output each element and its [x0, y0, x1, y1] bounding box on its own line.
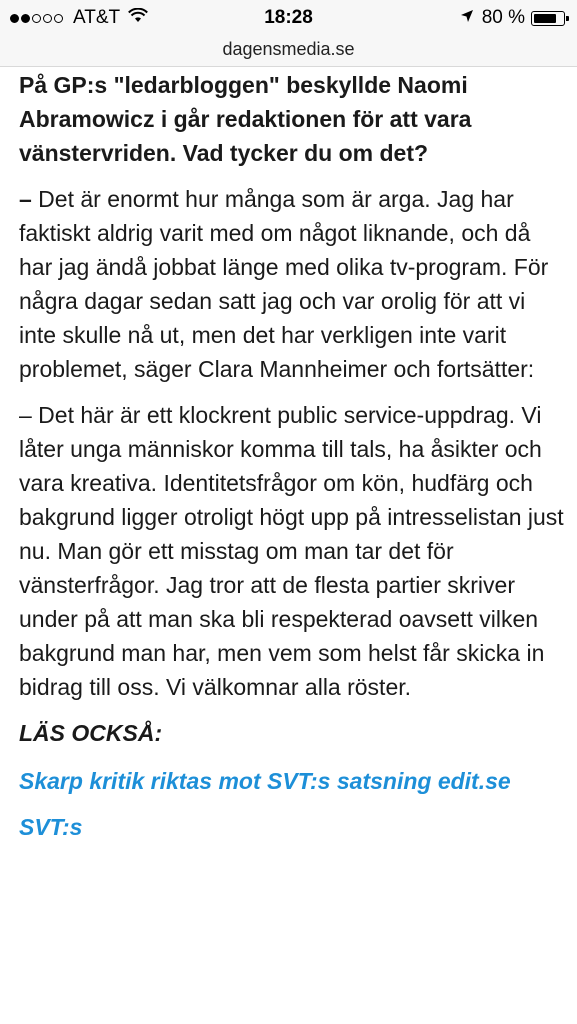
answer-paragraph-1 [19, 182, 564, 386]
article-body [19, 68, 564, 844]
address-bar[interactable] [0, 36, 577, 67]
url-domain[interactable]: dagensmedia.se [222, 39, 355, 59]
see-also-heading: LÄS OCKSÅ: [19, 720, 163, 746]
status-right [460, 7, 565, 29]
related-article-link[interactable]: SVT:s [19, 814, 83, 840]
battery-percent: 80 % [481, 7, 525, 28]
interview-question: På GP:s "ledarbloggen" beskyllde Naomi Abramowicz i går redaktionen för att vara vänstervriden. Vad tycker du om det? [19, 72, 472, 166]
clock: 18:28 [264, 7, 313, 28]
battery-level [534, 14, 556, 23]
battery-tip [566, 16, 569, 21]
status-bar [0, 0, 577, 36]
battery-icon [531, 11, 565, 26]
answer-dash: – [19, 186, 32, 212]
carrier-name: AT&T [73, 7, 121, 28]
related-article-link[interactable]: Skarp kritik riktas mot SVT:s satsning edit.se [19, 768, 511, 794]
answer-paragraph-2: – Det här är ett klockrent public service-uppdrag. Vi låter unga människor komma till tals, ha åsikter och vara kreativa. Identitetsfrågor om kön, hudfärg och bakgrund ligger otroligt högt upp på intresselistan just nu. Man gör ett misstag om man tar det för vänsterfrågor. Jag tror att de flesta partier skriver under på att man ska bli respekterad oavsett vilken bakgrund man har, men vem som helst får skicka in bidrag till oss. Vi välkomnar alla röster. [19, 402, 564, 700]
answer-text-1: Det är enormt hur många som är arga. Jag har faktiskt aldrig varit med om något liknande, och då har jag ändå jobbat länge med olika tv-program. För några dagar sedan satt jag och var orolig för att vi inte skulle nå ut, men det har verkligen inte varit problemet, säger Clara Mannheimer och fortsätter: [19, 186, 549, 382]
location-arrow-icon [460, 7, 474, 29]
